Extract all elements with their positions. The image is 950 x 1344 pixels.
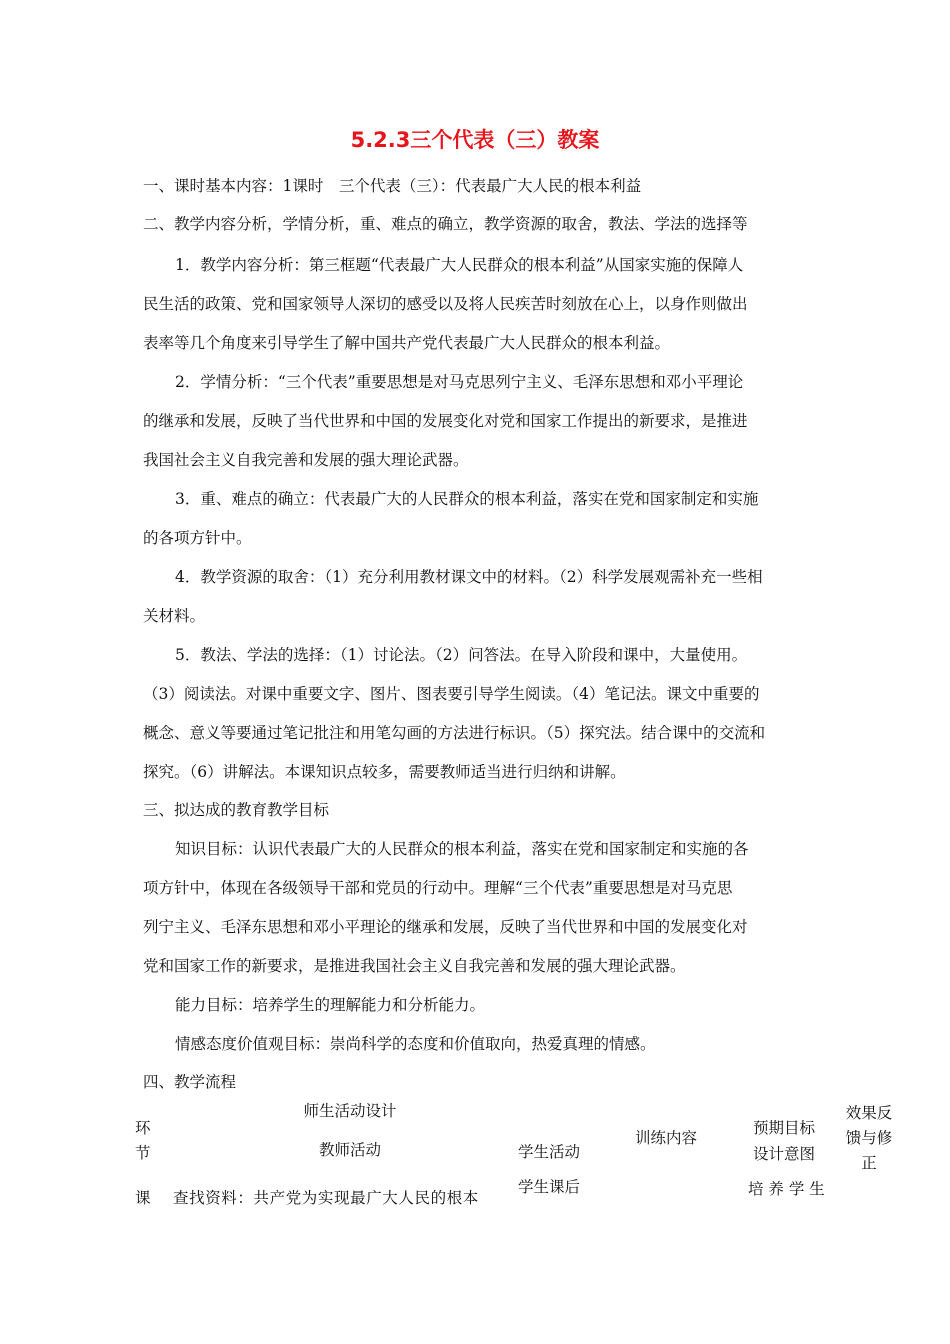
table-row-goal: 培 养 学 生 xyxy=(748,1180,825,1198)
content-analysis-line-1: 1．教学内容分析：第三框题“代表最广大人民群众的根本利益”从国家实施的保障人 xyxy=(175,256,744,274)
knowledge-goal-line-3: 列宁主义、毛泽东思想和邓小平理论的继承和发展，反映了当代世界和中国的发展变化对 xyxy=(143,918,748,936)
content-analysis-line-3: 表率等几个角度来引导学生了解中国共产党代表最广大人民群众的根本利益。 xyxy=(143,334,671,352)
section-2-heading: 二、教学内容分析，学情分析，重、难点的确立，教学资源的取舍，教法、学法的选择等 xyxy=(143,215,748,233)
learner-analysis-line-1: 2．学情分析：“三个代表”重要思想是对马克思列宁主义、毛泽东思想和邓小平理论 xyxy=(175,373,744,391)
knowledge-goal-line-1: 知识目标：认识代表最广大的人民群众的根本利益，落实在党和国家制定和实施的各 xyxy=(175,840,749,858)
table-header-expected-goal: 预期目标 xyxy=(753,1119,816,1137)
table-header-stage-1: 环 xyxy=(135,1119,151,1137)
learner-analysis-line-3: 我国社会主义自我完善和发展的强大理论武器。 xyxy=(143,451,469,469)
table-header-feedback-1: 效果反 xyxy=(845,1104,893,1122)
emotion-goal: 情感态度价值观目标：崇尚科学的态度和价值取向，热爱真理的情感。 xyxy=(175,1035,656,1053)
table-header-student-activity: 学生活动 xyxy=(518,1143,581,1161)
table-row-teacher-activity: 查找资料：共产党为实现最广大人民的根本 xyxy=(173,1189,479,1207)
table-header-stage-2: 节 xyxy=(135,1144,151,1162)
table-header-training-content: 训练内容 xyxy=(635,1129,698,1147)
knowledge-goal-line-4: 党和国家工作的新要求，是推进我国社会主义自我完善和发展的强大理论武器。 xyxy=(143,957,686,975)
key-points-line-1: 3．重、难点的确立：代表最广大的人民群众的根本利益，落实在党和国家制定和实施 xyxy=(175,490,759,508)
section-1-basic-content: 一、课时基本内容：1课时 三个代表（三）：代表最广大人民的根本利益 xyxy=(143,177,642,195)
methods-line-2: （3）阅读法。对课中重要文字、图片、图表要引导学生阅读。（4）笔记法。课文中重要的 xyxy=(143,685,760,703)
table-header-activity-design: 师生活动设计 xyxy=(303,1102,397,1120)
table-row-stage: 课 xyxy=(135,1189,151,1207)
resources-line-2: 关材料。 xyxy=(143,607,206,625)
table-header-feedback-3: 正 xyxy=(861,1154,877,1172)
methods-line-3: 概念、意义等要通过笔记批注和用笔勾画的方法进行标识。（5）探究法。结合课中的交流和 xyxy=(143,724,766,742)
table-header-feedback-2: 馈与修 xyxy=(845,1129,893,1147)
learner-analysis-line-2: 的继承和发展，反映了当代世界和中国的发展变化对党和国家工作提出的新要求，是推进 xyxy=(143,412,748,430)
methods-line-4: 探究。（6）讲解法。本课知识点较多，需要教师适当进行归纳和讲解。 xyxy=(143,763,626,781)
section-4-heading: 四、教学流程 xyxy=(143,1073,237,1091)
table-row-student-activity: 学生课后 xyxy=(518,1178,581,1196)
key-points-line-2: 的各项方针中。 xyxy=(143,529,252,547)
resources-line-1: 4．教学资源的取舍：（1）充分利用教材课文中的材料。（2）科学发展观需补充一些相 xyxy=(175,568,763,586)
knowledge-goal-line-2: 项方针中，体现在各级领导干部和党员的行动中。理解“三个代表”重要思想是对马克思 xyxy=(143,879,733,897)
document-title: 5.2.3三个代表（三）教案 xyxy=(350,128,600,152)
methods-line-1: 5．教法、学法的选择：（1）讨论法。（2）问答法。在导入阶段和课中，大量使用。 xyxy=(175,646,748,664)
table-header-teacher-activity: 教师活动 xyxy=(318,1141,381,1159)
content-analysis-line-2: 民生活的政策、党和国家领导人深切的感受以及将人民疾苦时刻放在心上，以身作则做出 xyxy=(143,295,748,313)
table-header-design-intent: 设计意图 xyxy=(753,1145,816,1163)
section-3-heading: 三、拟达成的教育教学目标 xyxy=(143,801,330,819)
ability-goal: 能力目标：培养学生的理解能力和分析能力。 xyxy=(175,996,486,1014)
